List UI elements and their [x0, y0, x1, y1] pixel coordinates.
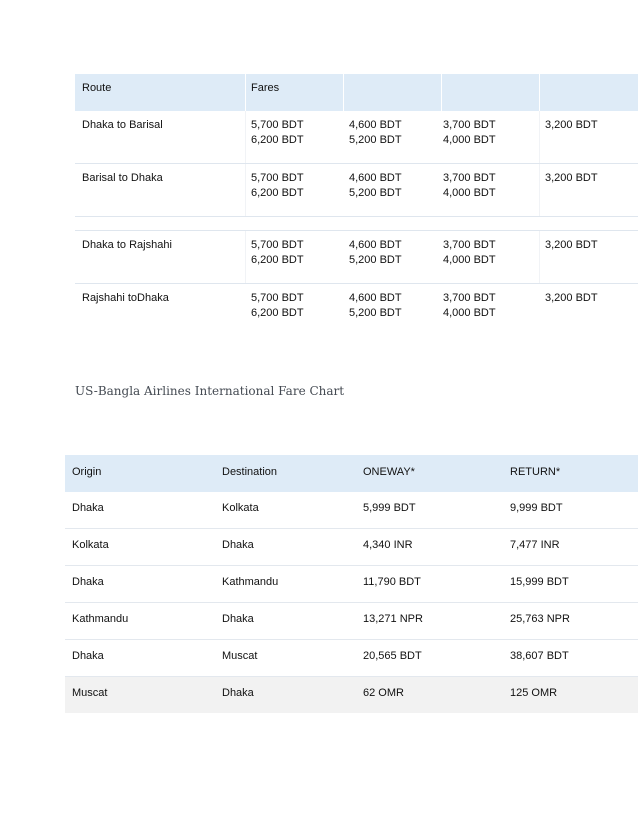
domestic-row: [75, 111, 638, 164]
table-row: [65, 677, 638, 713]
fare-cell: 5,700 BDT 6,200 BDT: [251, 119, 304, 146]
header-origin: Origin: [72, 466, 102, 478]
header-return: RETURN*: [510, 466, 561, 478]
domestic-row: [75, 164, 638, 217]
international-header-row: [65, 455, 638, 492]
origin-cell: Dhaka: [72, 502, 104, 514]
destination-cell: Dhaka: [222, 539, 254, 551]
table-divider: [75, 217, 638, 231]
route-cell: Barisal to Dhaka: [82, 172, 163, 184]
fare-cell: 4,600 BDT 5,200 BDT: [349, 239, 402, 266]
fare-cell: 3,700 BDT 4,000 BDT: [443, 239, 496, 266]
return-fare-cell: 7,477 INR: [510, 539, 560, 551]
origin-cell: Dhaka: [72, 650, 104, 662]
fare-cell: 5,700 BDT 6,200 BDT: [251, 292, 304, 319]
fare-cell: 4,600 BDT 5,200 BDT: [349, 292, 402, 319]
fare-cell: 4,600 BDT 5,200 BDT: [349, 172, 402, 199]
header-destination: Destination: [222, 466, 278, 478]
international-fare-title: US-Bangla Airlines International Fare Chart: [75, 384, 345, 398]
international-fare-table: [65, 455, 638, 713]
origin-cell: Muscat: [72, 687, 108, 699]
fare-cell: 3,200 BDT: [545, 239, 598, 251]
origin-cell: Kolkata: [72, 539, 109, 551]
oneway-fare-cell: 20,565 BDT: [363, 650, 422, 662]
domestic-header-row: [75, 74, 638, 111]
origin-cell: Kathmandu: [72, 613, 129, 625]
fare-cell: 3,200 BDT: [545, 292, 598, 304]
header-fares: Fares: [251, 82, 280, 94]
table-row: [65, 640, 638, 677]
return-fare-cell: 38,607 BDT: [510, 650, 569, 662]
oneway-fare-cell: 4,340 INR: [363, 539, 413, 551]
table-row: [65, 603, 638, 640]
return-fare-cell: 125 OMR: [510, 687, 558, 699]
fare-cell: 3,700 BDT 4,000 BDT: [443, 172, 496, 199]
fare-cell: 3,200 BDT: [545, 119, 598, 131]
domestic-row: [75, 284, 638, 336]
origin-cell: Dhaka: [72, 576, 104, 588]
fare-cell: 4,600 BDT 5,200 BDT: [349, 119, 402, 146]
route-cell: Dhaka to Barisal: [82, 119, 163, 131]
oneway-fare-cell: 11,790 BDT: [363, 576, 421, 588]
table-row: [65, 566, 638, 603]
return-fare-cell: 25,763 NPR: [510, 613, 570, 625]
domestic-fare-table: [75, 74, 638, 336]
header-oneway: ONEWAY*: [363, 466, 415, 478]
destination-cell: Muscat: [222, 650, 258, 662]
oneway-fare-cell: 62 OMR: [363, 687, 404, 699]
table-row: [65, 492, 638, 529]
fare-cell: 5,700 BDT 6,200 BDT: [251, 239, 304, 266]
return-fare-cell: 9,999 BDT: [510, 502, 563, 514]
header-route: Route: [82, 82, 112, 94]
fare-cell: 3,200 BDT: [545, 172, 598, 184]
destination-cell: Kathmandu: [222, 576, 279, 588]
destination-cell: Dhaka: [222, 687, 254, 699]
fare-cell: 3,700 BDT 4,000 BDT: [443, 119, 496, 146]
destination-cell: Dhaka: [222, 613, 254, 625]
destination-cell: Kolkata: [222, 502, 259, 514]
route-cell: Rajshahi toDhaka: [82, 292, 169, 304]
table-row: [65, 529, 638, 566]
domestic-row: [75, 231, 638, 284]
route-cell: Dhaka to Rajshahi: [82, 239, 172, 251]
fare-cell: 3,700 BDT 4,000 BDT: [443, 292, 496, 319]
return-fare-cell: 15,999 BDT: [510, 576, 569, 588]
fare-cell: 5,700 BDT 6,200 BDT: [251, 172, 304, 199]
oneway-fare-cell: 5,999 BDT: [363, 502, 416, 514]
oneway-fare-cell: 13,271 NPR: [363, 613, 423, 625]
